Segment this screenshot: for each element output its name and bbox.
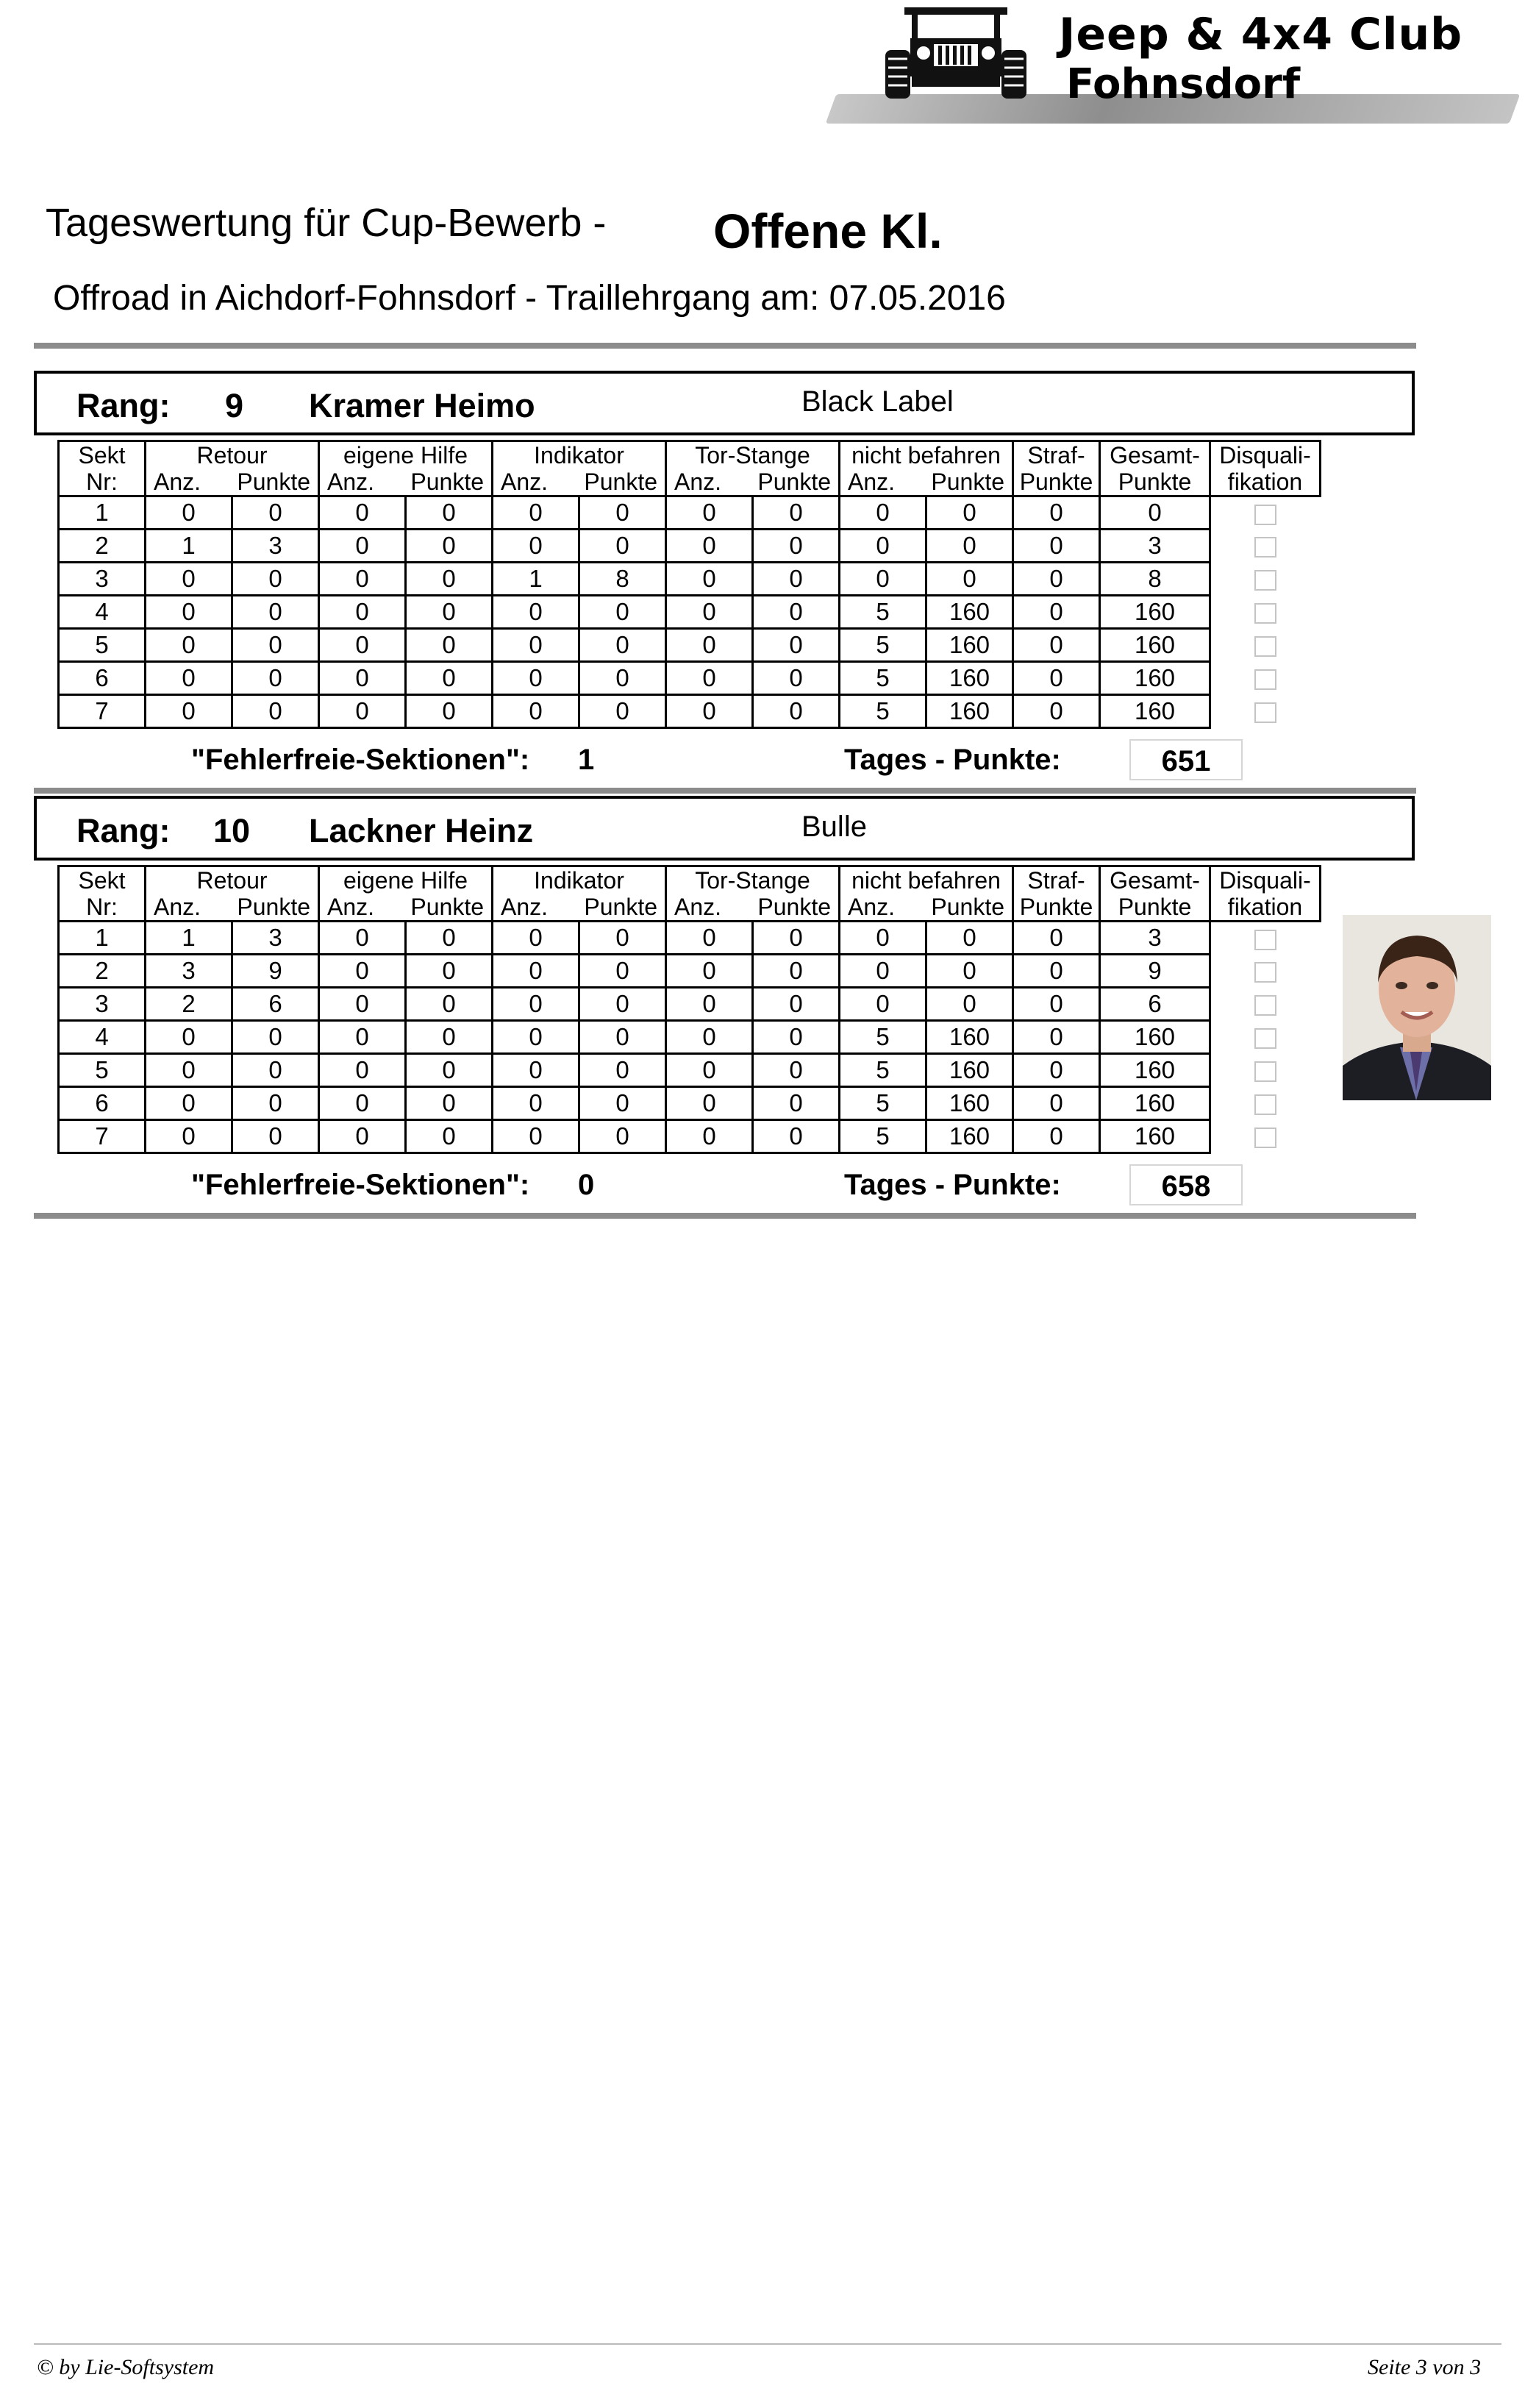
table-cell: 2 [146, 988, 232, 1021]
table-cell: 6 [1100, 988, 1210, 1021]
divider [34, 1213, 1416, 1219]
table-cell: 0 [840, 530, 926, 563]
table-cell: 0 [666, 662, 753, 695]
disqualification-checkbox-cell [1210, 563, 1321, 596]
competitor-name: Kramer Heimo [309, 387, 535, 424]
table-cell: 0 [146, 1054, 232, 1087]
disqualification-checkbox[interactable] [1254, 1061, 1276, 1082]
table-cell: 5 [840, 1054, 926, 1087]
table-cell: 2 [59, 955, 146, 988]
table-cell: 8 [579, 563, 666, 596]
table-cell: 0 [319, 1021, 406, 1054]
disqualification-checkbox-cell [1210, 955, 1321, 988]
table-cell: 5 [840, 1021, 926, 1054]
table-cell: 0 [319, 1087, 406, 1120]
table-row [59, 596, 1321, 629]
fehlerfreie-value: 1 [578, 744, 595, 776]
table-row [59, 695, 1321, 728]
table-cell: 1 [59, 496, 146, 530]
table-cell: 3 [232, 922, 319, 955]
table-cell: 6 [232, 988, 319, 1021]
table-cell: 0 [1013, 955, 1100, 988]
table-cell: 7 [59, 1120, 146, 1153]
col-header-sekt: Sekt Nr: [59, 441, 146, 496]
table-cell: 0 [319, 530, 406, 563]
table-cell: 0 [406, 530, 493, 563]
col-header-tor-stange: Tor-Stange Anz. Punkte [666, 441, 840, 496]
table-cell: 0 [579, 922, 666, 955]
table-cell: 0 [666, 695, 753, 728]
divider [34, 343, 1416, 349]
table-cell: 4 [59, 1021, 146, 1054]
table-cell: 0 [1013, 695, 1100, 728]
table-cell: 6 [59, 1087, 146, 1120]
table-cell: 0 [579, 695, 666, 728]
table-cell: 0 [579, 496, 666, 530]
table-cell: 160 [1100, 596, 1210, 629]
tages-punkte-label: Tages - Punkte: [844, 744, 1061, 776]
table-cell: 0 [232, 563, 319, 596]
table-cell: 0 [840, 955, 926, 988]
fehlerfreie-label: "Fehlerfreie-Sektionen": [191, 1169, 530, 1201]
table-cell: 0 [1013, 662, 1100, 695]
disqualification-checkbox[interactable] [1254, 1094, 1276, 1115]
table-cell: 0 [926, 955, 1013, 988]
table-cell: 0 [493, 496, 579, 530]
table-cell: 0 [232, 496, 319, 530]
table-cell: 0 [579, 530, 666, 563]
col-header-indikator: Indikator Anz. Punkte [493, 441, 666, 496]
table-cell: 0 [753, 988, 840, 1021]
disqualification-checkbox[interactable] [1254, 669, 1276, 690]
table-cell: 0 [319, 922, 406, 955]
disqualification-checkbox[interactable] [1254, 603, 1276, 624]
table-cell: 0 [666, 1120, 753, 1153]
table-cell: 3 [1100, 530, 1210, 563]
table-cell: 3 [59, 563, 146, 596]
table-cell: 0 [146, 695, 232, 728]
table-cell: 160 [1100, 662, 1210, 695]
class-title: Offene Kl. [713, 204, 943, 258]
rang-number: 9 [225, 387, 244, 424]
table-cell: 0 [319, 662, 406, 695]
results-table [57, 865, 1321, 1154]
footer-divider [34, 2343, 1501, 2345]
table-cell: 160 [1100, 1054, 1210, 1087]
table-cell: 5 [59, 1054, 146, 1087]
table-cell: 0 [753, 596, 840, 629]
table-row [59, 563, 1321, 596]
jeep-icon [882, 4, 1029, 100]
table-cell: 0 [753, 922, 840, 955]
table-cell: 0 [232, 1021, 319, 1054]
competitor-photo [1343, 915, 1491, 1100]
table-row [59, 662, 1321, 695]
table-row [59, 988, 1321, 1021]
table-cell: 160 [1100, 695, 1210, 728]
table-cell: 0 [232, 1054, 319, 1087]
table-cell: 0 [232, 629, 319, 662]
table-cell: 4 [59, 596, 146, 629]
disqualification-checkbox-cell [1210, 596, 1321, 629]
table-row [59, 1021, 1321, 1054]
table-row [59, 1087, 1321, 1120]
table-cell: 160 [926, 596, 1013, 629]
table-cell: 1 [146, 922, 232, 955]
table-cell: 0 [493, 662, 579, 695]
table-cell: 0 [666, 1021, 753, 1054]
results-table [57, 440, 1321, 729]
rang-header [34, 371, 1415, 435]
table-cell: 0 [753, 1087, 840, 1120]
col-header-disqualifikation: Disquali- fikation [1210, 866, 1321, 922]
event-subtitle: Offroad in Aichdorf-Fohnsdorf - Traillehrgang am: 07.05.2016 [53, 279, 1006, 318]
table-cell: 0 [319, 955, 406, 988]
table-cell: 160 [926, 662, 1013, 695]
disqualification-checkbox[interactable] [1254, 930, 1276, 950]
col-header-eigene-hilfe: eigene Hilfe Anz. Punkte [319, 441, 493, 496]
table-cell: 0 [319, 988, 406, 1021]
table-cell: 0 [753, 662, 840, 695]
table-row [59, 1120, 1321, 1153]
table-cell: 0 [493, 1087, 579, 1120]
table-cell: 0 [232, 1120, 319, 1153]
table-cell: 0 [753, 530, 840, 563]
table-cell: 0 [406, 988, 493, 1021]
table-cell: 0 [146, 496, 232, 530]
table-cell: 0 [579, 1054, 666, 1087]
table-cell: 5 [59, 629, 146, 662]
table-cell: 0 [232, 695, 319, 728]
table-cell: 0 [146, 629, 232, 662]
club-logo [816, 0, 1515, 132]
table-cell: 0 [406, 1054, 493, 1087]
disqualification-checkbox[interactable] [1254, 995, 1276, 1016]
table-cell: 5 [840, 1120, 926, 1153]
table-cell: 0 [753, 1021, 840, 1054]
table-cell: 0 [493, 955, 579, 988]
table-cell: 9 [1100, 955, 1210, 988]
table-cell: 9 [232, 955, 319, 988]
table-cell: 6 [59, 662, 146, 695]
table-row [59, 1054, 1321, 1087]
table-cell: 160 [926, 695, 1013, 728]
table-cell: 5 [840, 596, 926, 629]
table-cell: 0 [579, 662, 666, 695]
disqualification-checkbox-cell [1210, 530, 1321, 563]
table-cell: 0 [840, 496, 926, 530]
table-cell: 0 [406, 662, 493, 695]
table-cell: 3 [59, 988, 146, 1021]
col-header-sekt: Sekt Nr: [59, 866, 146, 922]
col-header-gesamt: Gesamt- Punkte [1100, 866, 1210, 922]
table-cell: 0 [493, 1120, 579, 1153]
logo-club-name: Jeep & 4x4 Club [1059, 9, 1463, 60]
table-cell: 0 [753, 695, 840, 728]
table-cell: 0 [579, 629, 666, 662]
col-header-tor-stange: Tor-Stange Anz. Punkte [666, 866, 840, 922]
vehicle-name: Bulle [801, 811, 867, 843]
table-cell: 0 [1013, 1087, 1100, 1120]
table-cell: 0 [666, 1054, 753, 1087]
disqualification-checkbox-cell [1210, 1054, 1321, 1087]
col-header-nicht-befahren: nicht befahren Anz. Punkte [840, 866, 1013, 922]
table-header-row [59, 441, 1321, 496]
disqualification-checkbox-cell [1210, 629, 1321, 662]
table-cell: 1 [493, 563, 579, 596]
footer-page-number: Seite 3 von 3 [1368, 2355, 1482, 2379]
table-cell: 0 [666, 496, 753, 530]
disqualification-checkbox-cell [1210, 922, 1321, 955]
table-cell: 8 [1100, 563, 1210, 596]
table-cell: 0 [666, 1087, 753, 1120]
table-cell: 0 [406, 955, 493, 988]
disqualification-checkbox[interactable] [1254, 505, 1276, 525]
footer-copyright: © by Lie-Softsystem [37, 2355, 215, 2379]
table-cell: 0 [146, 596, 232, 629]
table-cell: 0 [579, 1021, 666, 1054]
table-cell: 0 [926, 988, 1013, 1021]
table-cell: 0 [493, 1054, 579, 1087]
table-row [59, 530, 1321, 563]
table-cell: 0 [406, 1120, 493, 1153]
table-cell: 0 [493, 988, 579, 1021]
table-cell: 0 [1013, 596, 1100, 629]
table-cell: 160 [1100, 1087, 1210, 1120]
table-cell: 0 [753, 1054, 840, 1087]
table-cell: 160 [926, 629, 1013, 662]
table-cell: 0 [493, 530, 579, 563]
table-cell: 0 [579, 1087, 666, 1120]
table-cell: 0 [666, 922, 753, 955]
table-cell: 0 [666, 530, 753, 563]
table-cell: 0 [146, 1087, 232, 1120]
disqualification-checkbox[interactable] [1254, 570, 1276, 591]
table-cell: 0 [666, 988, 753, 1021]
disqualification-checkbox[interactable] [1254, 1028, 1276, 1049]
table-cell: 0 [406, 695, 493, 728]
table-cell: 0 [319, 629, 406, 662]
rang-label: Rang: [76, 387, 171, 424]
table-cell: 160 [1100, 629, 1210, 662]
table-cell: 0 [493, 1021, 579, 1054]
table-cell: 0 [753, 955, 840, 988]
table-cell: 0 [1013, 1021, 1100, 1054]
disqualification-checkbox[interactable] [1254, 702, 1276, 723]
table-cell: 0 [1013, 530, 1100, 563]
table-cell: 0 [406, 496, 493, 530]
tages-punkte-value: 658 [1129, 1164, 1243, 1205]
table-cell: 0 [319, 1120, 406, 1153]
disqualification-checkbox-cell [1210, 1021, 1321, 1054]
page-title: Tageswertung für Cup-Bewerb - [46, 201, 607, 245]
col-header-nicht-befahren: nicht befahren Anz. Punkte [840, 441, 1013, 496]
table-cell: 160 [926, 1087, 1013, 1120]
table-cell: 0 [1013, 629, 1100, 662]
table-cell: 0 [493, 922, 579, 955]
table-cell: 0 [840, 563, 926, 596]
disqualification-checkbox-cell [1210, 1087, 1321, 1120]
table-cell: 7 [59, 695, 146, 728]
table-cell: 160 [1100, 1021, 1210, 1054]
disqualification-checkbox-cell [1210, 496, 1321, 530]
table-cell: 0 [840, 922, 926, 955]
table-cell: 0 [406, 922, 493, 955]
table-cell: 160 [926, 1021, 1013, 1054]
table-cell: 0 [840, 988, 926, 1021]
table-cell: 0 [1100, 496, 1210, 530]
table-cell: 2 [59, 530, 146, 563]
col-header-retour: Retour Anz. Punkte [146, 441, 319, 496]
table-cell: 0 [406, 1087, 493, 1120]
table-cell: 0 [406, 629, 493, 662]
table-cell: 0 [146, 1021, 232, 1054]
table-cell: 0 [319, 496, 406, 530]
table-cell: 0 [232, 1087, 319, 1120]
table-cell: 3 [1100, 922, 1210, 955]
table-cell: 5 [840, 695, 926, 728]
table-cell: 0 [666, 563, 753, 596]
table-cell: 1 [59, 922, 146, 955]
table-cell: 0 [146, 1120, 232, 1153]
table-cell: 160 [926, 1120, 1013, 1153]
disqualification-checkbox[interactable] [1254, 1128, 1276, 1148]
col-header-retour: Retour Anz. Punkte [146, 866, 319, 922]
table-cell: 0 [146, 662, 232, 695]
vehicle-name: Black Label [801, 385, 954, 418]
col-header-straf: Straf- Punkte [1013, 866, 1100, 922]
table-cell: 0 [406, 563, 493, 596]
table-cell: 0 [1013, 922, 1100, 955]
col-header-straf: Straf- Punkte [1013, 441, 1100, 496]
table-row [59, 496, 1321, 530]
fehlerfreie-label: "Fehlerfreie-Sektionen": [191, 744, 530, 776]
table-cell: 160 [926, 1054, 1013, 1087]
col-header-disqualifikation: Disquali- fikation [1210, 441, 1321, 496]
table-cell: 3 [146, 955, 232, 988]
table-cell: 0 [753, 563, 840, 596]
table-cell: 0 [493, 695, 579, 728]
table-cell: 0 [926, 922, 1013, 955]
table-cell: 0 [579, 988, 666, 1021]
divider [34, 788, 1416, 794]
table-cell: 0 [579, 955, 666, 988]
table-cell: 0 [232, 662, 319, 695]
rang-number: 10 [213, 812, 251, 849]
table-row [59, 955, 1321, 988]
table-row [59, 922, 1321, 955]
table-cell: 0 [1013, 1120, 1100, 1153]
disqualification-checkbox-cell [1210, 695, 1321, 728]
table-cell: 0 [1013, 1054, 1100, 1087]
table-header-row [59, 866, 1321, 922]
entry-summary [34, 1161, 1416, 1211]
table-cell: 5 [840, 629, 926, 662]
fehlerfreie-value: 0 [578, 1169, 595, 1201]
table-cell: 160 [1100, 1120, 1210, 1153]
table-cell: 0 [319, 695, 406, 728]
logo-club-town: Fohnsdorf [1066, 60, 1301, 108]
table-cell: 5 [840, 1087, 926, 1120]
table-cell: 3 [232, 530, 319, 563]
table-cell: 0 [666, 629, 753, 662]
rang-label: Rang: [76, 812, 171, 849]
disqualification-checkbox-cell [1210, 988, 1321, 1021]
disqualification-checkbox-cell [1210, 1120, 1321, 1153]
table-cell: 1 [146, 530, 232, 563]
table-cell: 0 [926, 496, 1013, 530]
table-cell: 0 [1013, 988, 1100, 1021]
table-cell: 0 [926, 563, 1013, 596]
table-cell: 0 [319, 596, 406, 629]
disqualification-checkbox[interactable] [1254, 537, 1276, 558]
table-cell: 0 [319, 563, 406, 596]
table-cell: 0 [579, 596, 666, 629]
table-row [59, 629, 1321, 662]
table-cell: 0 [753, 496, 840, 530]
table-cell: 0 [753, 629, 840, 662]
table-cell: 0 [232, 596, 319, 629]
table-cell: 0 [579, 1120, 666, 1153]
competitor-name: Lackner Heinz [309, 812, 534, 849]
table-cell: 0 [753, 1120, 840, 1153]
entry-summary [34, 736, 1416, 786]
rang-header [34, 796, 1415, 861]
tages-punkte-value: 651 [1129, 739, 1243, 780]
table-cell: 0 [666, 596, 753, 629]
col-header-indikator: Indikator Anz. Punkte [493, 866, 666, 922]
col-header-eigene-hilfe: eigene Hilfe Anz. Punkte [319, 866, 493, 922]
disqualification-checkbox-cell [1210, 662, 1321, 695]
table-cell: 0 [493, 596, 579, 629]
table-cell: 0 [666, 955, 753, 988]
table-cell: 0 [926, 530, 1013, 563]
disqualification-checkbox[interactable] [1254, 962, 1276, 983]
disqualification-checkbox[interactable] [1254, 636, 1276, 657]
table-cell: 0 [406, 1021, 493, 1054]
table-cell: 0 [493, 629, 579, 662]
tages-punkte-label: Tages - Punkte: [844, 1169, 1061, 1201]
table-cell: 0 [319, 1054, 406, 1087]
table-cell: 0 [406, 596, 493, 629]
table-cell: 5 [840, 662, 926, 695]
col-header-gesamt: Gesamt- Punkte [1100, 441, 1210, 496]
table-cell: 0 [146, 563, 232, 596]
table-cell: 0 [1013, 496, 1100, 530]
table-cell: 0 [1013, 563, 1100, 596]
